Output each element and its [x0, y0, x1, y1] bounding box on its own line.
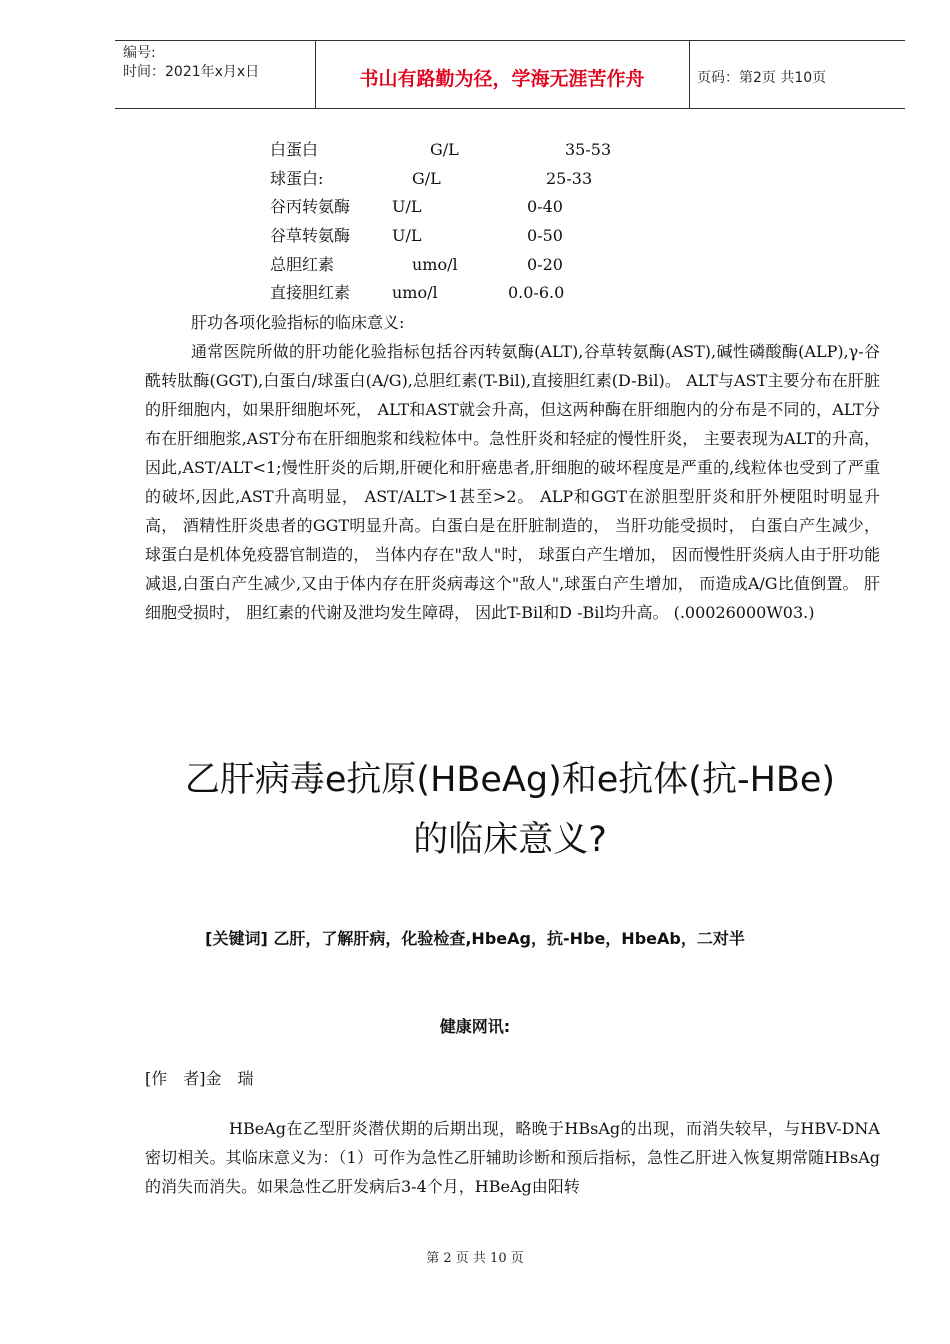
reference-name: 直接胆红素	[270, 283, 351, 303]
article-title-line: 的临床意义?	[413, 820, 607, 860]
reference-range: 35-53	[565, 140, 612, 159]
page-header	[115, 40, 905, 109]
reference-name: 谷丙转氨酶	[270, 197, 351, 217]
header-meta	[123, 44, 259, 82]
clinical-significance-paragraph: 通常医院所做的肝功能化验指标包括谷丙转氨酶(ALT),谷草转氨酶(AST),碱性磷酸酶(ALP),γ-谷酰转肽酶(GGT),白蛋白/球蛋白(A/G),总胆红素(T-Bil),直接胆红素(D-Bil)。 ALT与AST主要分布在肝脏的肝细胞内，如果肝细胞坏死， ALT和AST就会升高，但这两种酶在肝细胞内的分布是不同的，ALT分布在肝细胞浆,AST分布在肝细胞浆和线粒体中。急性肝炎和轻症的慢性肝炎， 主要表现为ALT的升高，因此,AST/ALT<1;慢性肝炎的后期,肝硬化和肝癌患者,肝细胞的破坏程度是严重的,线粒体也受到了严重的破坏,因此,AST升高明显， AST/ALT>1甚至>2。 ALP和GGT在淤胆型肝炎和肝外梗阻时明显升高， 酒精性肝炎患者的GGT明显升高。白蛋白是在肝脏制造的， 当肝功能受损时， 白蛋白产生减少， 球蛋白是机体免疫器官制造的， 当体内存在"敌人"时， 球蛋白产生增加， 因而慢性肝炎病人由于肝功能减退,白蛋白产生减少,又由于体内存在肝炎病毒这个"敌人",球蛋白产生增加， 而造成A/G比值倒置。 肝细胞受损时， 胆红素的代谢及泄均发生障碍， 因此T-Bil和D -Bil均升高。 (.00026000W03.)	[145, 342, 880, 622]
article-title	[100, 750, 920, 870]
reference-name: 球蛋白:	[270, 168, 324, 188]
reference-range: 0-20	[527, 254, 563, 274]
reference-name: 谷草转氨酶	[270, 226, 351, 246]
page-footer: 第 2 页 共 10 页	[426, 1251, 524, 1266]
reference-unit: U/L	[392, 197, 422, 217]
keywords-line: [关键词] 乙肝，了解肝病，化验检查,HbeAg，抗-Hbe，HbeAb，二对半	[205, 929, 745, 948]
reference-name: 总胆红素	[270, 254, 335, 274]
document-number-label: 编号:	[123, 45, 156, 61]
reference-unit: umo/l	[392, 283, 438, 303]
header-motto: 书山有路勤为径，学海无涯苦作舟	[359, 68, 645, 90]
reference-range: 25-33	[546, 168, 593, 188]
reference-unit: umo/l	[412, 254, 458, 274]
reference-unit: G/L	[412, 168, 441, 188]
reference-unit: G/L	[430, 140, 459, 159]
article-title-line: 乙肝病毒e抗原(HBeAg)和e抗体(抗-HBe)	[184, 760, 836, 800]
reference-unit: U/L	[392, 226, 422, 246]
author-line: [作 者]金 瑞	[145, 1069, 254, 1088]
reference-range: 0-50	[527, 226, 563, 246]
source-line: 健康网讯:	[439, 1017, 511, 1036]
reference-range: 0-40	[527, 197, 563, 217]
reference-range: 0.0-6.0	[508, 283, 565, 303]
header-page-info: 页码：第2页 共10页	[697, 70, 827, 86]
document-time-label: 时间：2021年x月x日	[123, 64, 260, 80]
hbeag-paragraph: HBeAg在乙型肝炎潜伏期的后期出现，略晚于HBsAg的出现，而消失较早，与HBV-DNA密切相关。其临床意义为：（1）可作为急性乙肝辅助诊断和预后指标，急性乙肝进入恢复期常随HBsAg的消失而消失。如果急性乙肝发病后3-4个月，HBeAg由阳转	[145, 1119, 880, 1196]
header-divider	[689, 41, 690, 108]
section-heading: 肝功各项化验指标的临床意义:	[191, 313, 405, 332]
reference-name: 白蛋白	[270, 140, 319, 159]
